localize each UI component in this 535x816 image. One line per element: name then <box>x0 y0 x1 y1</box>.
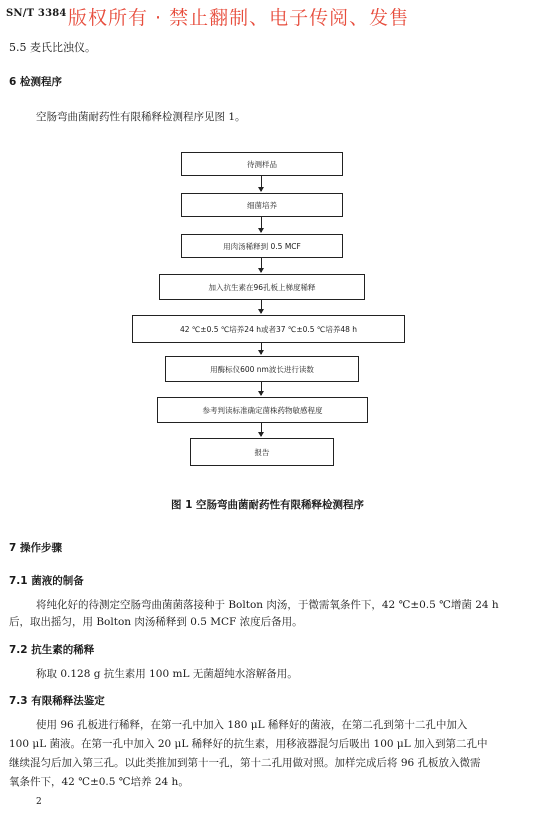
section-7-3-title: 7.3 有限稀释法鉴定 <box>9 695 105 707</box>
flow-step-plate-reader: 用酶标仪600 nm波长进行读数 <box>165 356 359 382</box>
copyright-watermark: 版权所有 · 禁止翻制、电子传阅、发售 <box>68 7 410 29</box>
flow-step-dilute-broth: 用肉汤稀释到 0.5 MCF <box>181 234 343 258</box>
flow-arrow <box>261 299 262 313</box>
flow-arrow <box>261 175 262 191</box>
flow-step-incubation: 42 ℃±0.5 ℃培养24 h或者37 ℃±0.5 ℃培养48 h <box>132 315 405 343</box>
section-6-text: 空肠弯曲菌耐药性有限稀释检测程序见图 1。 <box>36 111 246 123</box>
flow-arrow <box>261 422 262 436</box>
section-7-2-title: 7.2 抗生素的稀释 <box>9 644 95 656</box>
standard-code: SN/T 3384 <box>6 8 67 19</box>
section-7-3-line-2: 100 μL 菌液。在第一孔中加入 20 μL 稀释好的抗生素，用移液器混匀后吸出 100 μL 加入到第二孔中 <box>9 738 488 750</box>
page-number: 2 <box>36 797 42 807</box>
flow-step-culture: 细菌培养 <box>181 193 343 217</box>
flow-arrow <box>261 381 262 395</box>
flow-arrow <box>261 257 262 272</box>
flow-arrow <box>261 342 262 354</box>
section-7-3-line-4: 氧条件下，42 ℃±0.5 ℃培养 24 h。 <box>9 776 189 788</box>
flow-arrow <box>261 216 262 232</box>
figure-caption: 图 1 空肠弯曲菌耐药性有限稀释检测程序 <box>170 499 365 511</box>
flow-step-report: 报告 <box>190 438 334 466</box>
flow-step-sample: 待测样品 <box>181 152 343 176</box>
section-6-title: 6 检测程序 <box>9 76 62 88</box>
section-7-1-line-2: 后，取出摇匀，用 Bolton 肉汤稀释到 0.5 MCF 浓度后备用。 <box>9 616 303 628</box>
section-7-1-title: 7.1 菌液的制备 <box>9 575 84 587</box>
section-7-2-line-1: 称取 0.128 g 抗生素用 100 mL 无菌超纯水溶解备用。 <box>36 668 298 680</box>
section-7-3-line-3: 继续混匀后加入第三孔。以此类推加到第十一孔，第十二孔用做对照。加样完成后将 96 孔板放入微需 <box>9 757 481 769</box>
section-7-3-line-1: 使用 96 孔板进行稀释，在第一孔中加入 180 μL 稀释好的菌液，在第二孔到第十二孔中加入 <box>36 719 468 731</box>
section-7-title: 7 操作步骤 <box>9 542 62 554</box>
flow-step-interpretation: 参考判读标准确定菌株药物敏感程度 <box>157 397 368 423</box>
item-5-5: 5.5 麦氏比浊仪。 <box>9 41 96 54</box>
section-7-1-line-1: 将纯化好的待测定空肠弯曲菌菌落接种于 Bolton 肉汤，于微需氧条件下，42 ℃±0.5 ℃增菌 24 h <box>36 599 499 611</box>
flow-step-antibiotic-dilution: 加入抗生素在96孔板上梯度稀释 <box>159 274 365 300</box>
